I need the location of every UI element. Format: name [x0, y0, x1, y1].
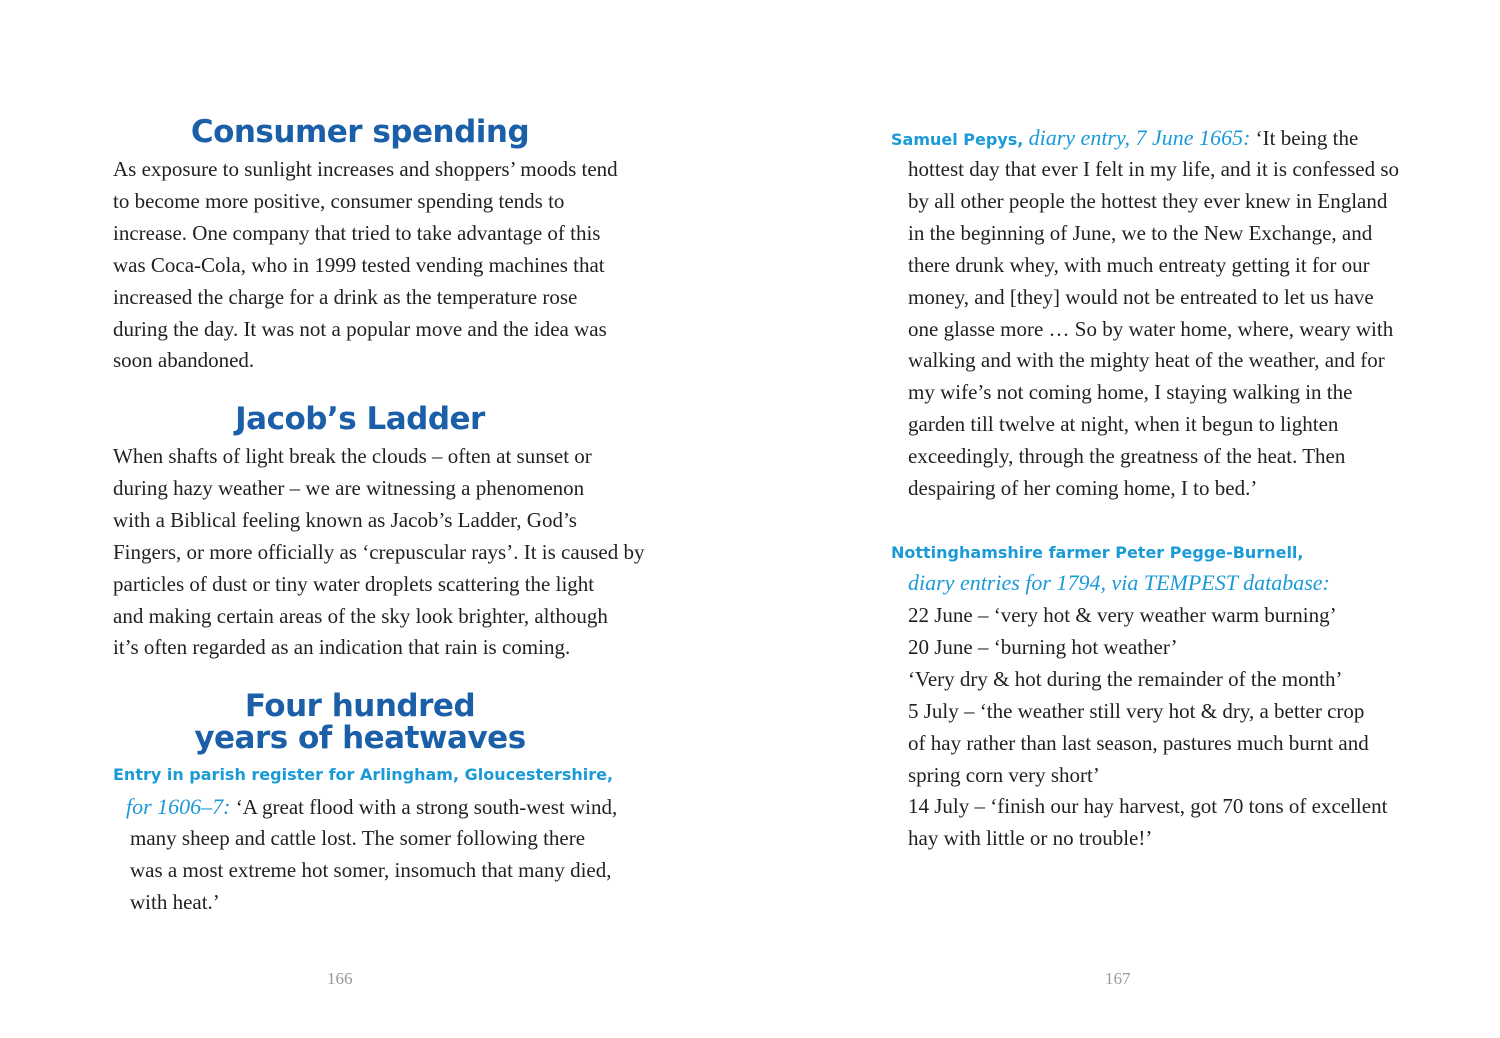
text-line: of hay rather than last season, pastures much burnt and	[908, 730, 1369, 755]
text-line: my wife’s not coming home, I staying walking in the	[908, 380, 1353, 405]
text-line: many sheep and cattle lost. The somer following there	[130, 826, 586, 850]
heading-consumer-spending: Consumer spending	[190, 114, 530, 150]
text-line: 20 June – ‘burning hot weather’	[908, 634, 1178, 659]
heading-jacobs-ladder: Jacob’s Ladder	[235, 401, 485, 437]
source-name: Samuel Pepys,	[891, 130, 1024, 149]
text-line: As exposure to sunlight increases and shoppers’ moods tend	[113, 157, 618, 181]
source-date-italic: diary entry, 7 June 1665:	[1028, 125, 1251, 150]
text-line: and making certain areas of the sky look brighter, although	[113, 603, 608, 628]
text-line: soon abandoned.	[113, 348, 255, 373]
text-line: 22 June – ‘very hot & very weather warm burning’	[908, 603, 1337, 627]
text-line: money, and [they] would not be entreated to let us have	[908, 284, 1374, 309]
page-number-right: 167	[1105, 969, 1131, 988]
quote-pepys	[908, 154, 1399, 505]
paragraph-consumer-spending	[113, 154, 618, 377]
quote-first-line-arlingham	[126, 791, 617, 824]
paragraph-jacobs-ladder	[113, 441, 644, 664]
right-page	[750, 0, 1500, 1038]
text-line: to become more positive, consumer spending tends to	[113, 188, 565, 213]
text-line: during the day. It was not a popular move and the idea was	[113, 316, 607, 341]
text-line: walking and with the mighty heat of the weather, and for	[908, 348, 1385, 373]
source-pegge-burnell: Nottinghamshire farmer Peter Pegge-Burnell,	[891, 543, 1304, 562]
text-line: by all other people the hottest they ever knew in England	[908, 188, 1388, 213]
source-date-italic: diary entries for 1794, via TEMPEST database:	[908, 570, 1330, 595]
text-line: was Coca-Cola, who in 1999 tested vending machines that	[113, 252, 605, 277]
quote-text: ‘It being the	[1255, 126, 1359, 150]
source-date-pegge-burnell	[908, 567, 1330, 600]
page-number-left: 166	[327, 969, 353, 988]
text-line: hay with little or no trouble!’	[908, 826, 1153, 851]
text-line: with a Biblical feeling known as Jacob’s Ladder, God’s	[113, 507, 577, 532]
text-line: despairing of her coming home, I to bed.’	[908, 476, 1258, 501]
quote-text: ‘A great flood with a strong south-west wind,	[235, 795, 618, 819]
text-line: it’s often regarded as an indication that rain is coming.	[113, 635, 571, 660]
heading-line: years of heatwaves	[194, 720, 526, 756]
text-line: increase. One company that tried to take advantage of this	[113, 220, 601, 245]
text-line: there drunk whey, with much entreaty getting it for our	[908, 252, 1370, 277]
text-line: exceedingly, through the greatness of the heat. Then	[908, 444, 1346, 469]
source-arlingham: Entry in parish register for Arlingham, Gloucestershire,	[113, 765, 614, 784]
text-line: increased the charge for a drink as the temperature rose	[113, 284, 578, 309]
text-line: one glasse more … So by water home, where, weary with	[908, 316, 1394, 341]
source-pepys	[891, 122, 1358, 156]
text-line: particles of dust or tiny water droplets scattering the light	[113, 571, 595, 596]
text-line: hottest day that ever I felt in my life, and it is confessed so	[908, 157, 1400, 181]
quote-pegge-burnell	[908, 600, 1387, 855]
text-line: during hazy weather – we are witnessing a phenomenon	[113, 475, 585, 500]
text-line: ‘Very dry & hot during the remainder of the month’	[908, 666, 1343, 691]
text-line: When shafts of light break the clouds – often at sunset or	[113, 444, 592, 468]
text-line: garden till twelve at night, when it begun to lighten	[908, 412, 1339, 437]
text-line: 14 July – ‘finish our hay harvest, got 70 tons of excellent	[908, 794, 1388, 819]
text-line: in the beginning of June, we to the New Exchange, and	[908, 220, 1373, 245]
text-line: 5 July – ‘the weather still very hot & dry, a better crop	[908, 698, 1365, 723]
heading-four-hundred-years	[110, 690, 610, 754]
text-line: spring corn very short’	[908, 762, 1100, 787]
text-line: with heat.’	[130, 889, 220, 914]
text-line: Fingers, or more officially as ‘crepuscular rays’. It is caused by	[113, 539, 645, 564]
source-date-italic: for 1606–7:	[126, 794, 231, 819]
text-line: was a most extreme hot somer, insomuch that many died,	[130, 857, 612, 882]
quote-arlingham	[130, 823, 611, 919]
heading-line: Four hundred	[244, 688, 476, 724]
